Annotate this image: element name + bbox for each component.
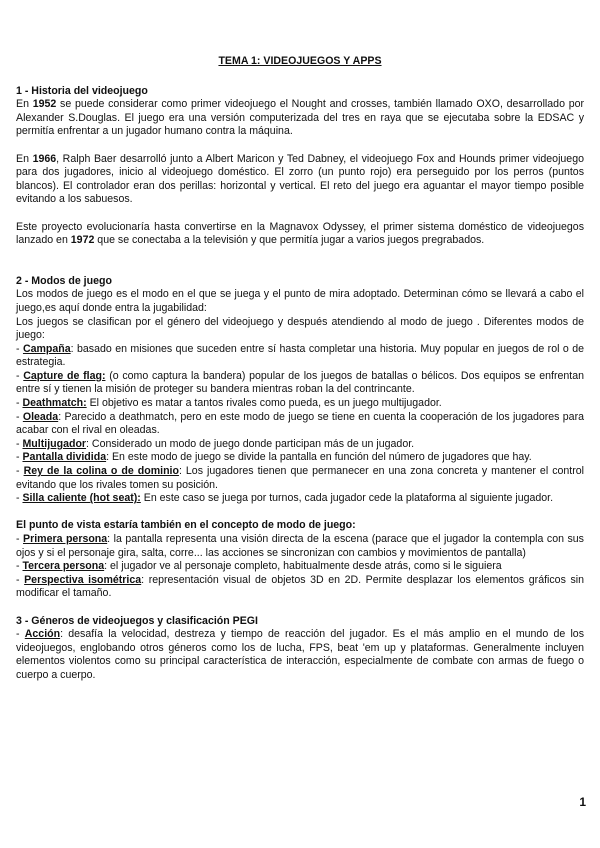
term: Perspectiva isométrica bbox=[24, 573, 142, 586]
term-description: (o como captura la bandera) popular de los juegos de batallas o bélicos. Dos equipos se enfrentan entre sí y tienen la misión de proteger su bandera mientras roban la del contrincante. bbox=[16, 369, 584, 396]
text-segment: En bbox=[16, 152, 33, 165]
list-item bbox=[16, 370, 584, 397]
section-heading-historia: 1 - Historia del videojuego bbox=[16, 84, 148, 97]
bullet: - bbox=[16, 492, 23, 505]
list-item bbox=[16, 560, 584, 574]
term: Pantalla dividida bbox=[22, 451, 107, 464]
bullet: - bbox=[16, 410, 23, 423]
term-description: : Considerado un modo de juego donde participan más de un jugador. bbox=[86, 437, 415, 450]
text-segment: que se conectaba a la televisión y que permitía jugar a varios juegos pregrabados. bbox=[94, 234, 485, 247]
bullet: - bbox=[16, 628, 25, 641]
bullet: - bbox=[16, 533, 24, 545]
section-heading-modos: 2 - Modos de juego bbox=[16, 274, 112, 287]
text-segment: Este proyecto evolucionaría hasta convertirse en la Magnavox Odyssey, el primer sistema doméstico de videojuegos lanzado en bbox=[16, 220, 584, 247]
page-content bbox=[16, 55, 584, 683]
year-1972: 1972 bbox=[70, 234, 95, 247]
term: Campaña bbox=[22, 342, 71, 355]
year-1952: 1952 bbox=[32, 98, 57, 111]
modos-list bbox=[16, 343, 584, 506]
generos-list bbox=[16, 628, 584, 682]
text-segment: , Ralph Baer desarrolló junto a Albert Maricon y Ted Dabney, el videojuego Fox and Hounds primer videojuego para dos jugadores, inicio al videojuego doméstico. El zorro (un punto rojo) era perseguido por los perros (puntos blancos). El controlador eran dos perillas: horizontal y vertical. El reto del juego era aguantar el mayor tiempo posible evitando a los sabuesos. bbox=[16, 152, 584, 206]
bullet: - bbox=[16, 342, 23, 355]
term-description: : la pantalla representa una visión directa de la escena (parace que el jugador la contempla con sus ojos y si el personaje gira, salta, corre... las acciones se sincronizan con cambios y movimientos de pantalla) bbox=[16, 533, 584, 559]
section-heading-punto-de-vista: El punto de vista estaría también en el concepto de modo de juego: bbox=[16, 519, 356, 532]
document-title: TEMA 1: VIDEOJUEGOS Y APPS bbox=[218, 55, 382, 67]
bullet: - bbox=[16, 437, 23, 450]
term-description: En este caso se juega por turnos, cada jugador cede la plataforma al siguiente jugador. bbox=[140, 492, 554, 505]
term: Acción bbox=[24, 628, 61, 641]
list-item bbox=[16, 411, 584, 438]
list-item bbox=[16, 343, 584, 370]
paragraph-1972 bbox=[16, 221, 584, 248]
list-item bbox=[16, 628, 584, 682]
year-1966: 1966 bbox=[32, 152, 57, 165]
term-description: : basado en misiones que suceden entre sí hasta completar una historia. Muy popular en juegos de rol o de estrategia. bbox=[16, 342, 584, 369]
term-description: : representación visual de objetos 3D en 2D. Permite desplazar los elementos gráficos sin modificar el tamaño. bbox=[16, 573, 584, 600]
term-description: : Los jugadores tienen que permanecer en una zona concreta y mantener el control evitando que los rivales tomen su posición. bbox=[16, 465, 584, 491]
text-segment: En bbox=[16, 98, 33, 111]
list-item bbox=[16, 574, 584, 601]
term: Multijugador bbox=[22, 437, 87, 450]
list-item bbox=[16, 397, 584, 411]
modos-intro-1: Los modos de juego es el modo en el que se juega y el punto de mira adoptado. Determinan cómo se llevará a cabo el juego,es aquí donde entra la jugabilidad: bbox=[16, 288, 584, 314]
term: Oleada bbox=[22, 410, 59, 423]
term: Silla caliente (hot seat): bbox=[22, 492, 141, 505]
paragraph-1952 bbox=[16, 98, 584, 139]
term-description: : desafía la velocidad, destreza y tiempo de reacción del jugador. Es el más amplio en el mundo de los videojuegos, englobando otros géneros como los de lucha, FPS, beat 'em up y plataformas. Generalmente incluyen elementos violentos como su principal característica de interacción, especialmente de combate con armas de fuego o cuerpo a cuerpo. bbox=[16, 628, 584, 681]
term-description: : Parecido a deathmatch, pero en este modo de juego se tiene en cuenta la cooperación de los jugadores para acabar con el rival en oleadas. bbox=[16, 410, 584, 437]
term-description: : el jugador ve al personaje completo, habitualmente desde atrás, como si le siguiera bbox=[104, 560, 502, 573]
pov-list bbox=[16, 533, 584, 601]
paragraph-1966 bbox=[16, 153, 584, 207]
section-heading-generos: 3 - Géneros de videojuegos y clasificación PEGI bbox=[16, 614, 258, 627]
bullet: - bbox=[16, 369, 24, 382]
term: Capture de flag: bbox=[23, 369, 106, 382]
bullet: - bbox=[16, 560, 23, 573]
term-description: : En este modo de juego se divide la pantalla en función del número de jugadores que hay. bbox=[106, 451, 532, 464]
bullet: - bbox=[16, 573, 25, 586]
list-item bbox=[16, 451, 584, 465]
term-description: El objetivo es matar a tantos rivales como pueda, es un juego multijugador. bbox=[86, 397, 442, 410]
term: Primera persona bbox=[23, 533, 108, 545]
term: Tercera persona bbox=[22, 560, 105, 573]
bullet: - bbox=[16, 465, 24, 478]
term: Deathmatch: bbox=[22, 397, 87, 410]
bullet: - bbox=[16, 451, 23, 464]
list-item bbox=[16, 465, 584, 492]
term: Rey de la colina o de dominio bbox=[23, 465, 179, 478]
bullet: - bbox=[16, 397, 23, 410]
page-number: 1 bbox=[579, 795, 586, 809]
list-item bbox=[16, 438, 584, 452]
text-segment: se puede considerar como primer videojuego el Nought and crosses, también llamado OXO, desarrollado por Alexander S.Douglas. El juego era una versión computerizada del tres en raya que se ejecutaba sobre la EDSAC y permitía enfrentar a un jugador humano contra la máquina. bbox=[16, 98, 585, 138]
list-item bbox=[16, 492, 584, 506]
modos-intro-2: Los juegos se clasifican por el género del videojuego y después atendiendo al modo de juego . Diferentes modos de juego: bbox=[16, 315, 584, 342]
list-item bbox=[16, 533, 584, 560]
